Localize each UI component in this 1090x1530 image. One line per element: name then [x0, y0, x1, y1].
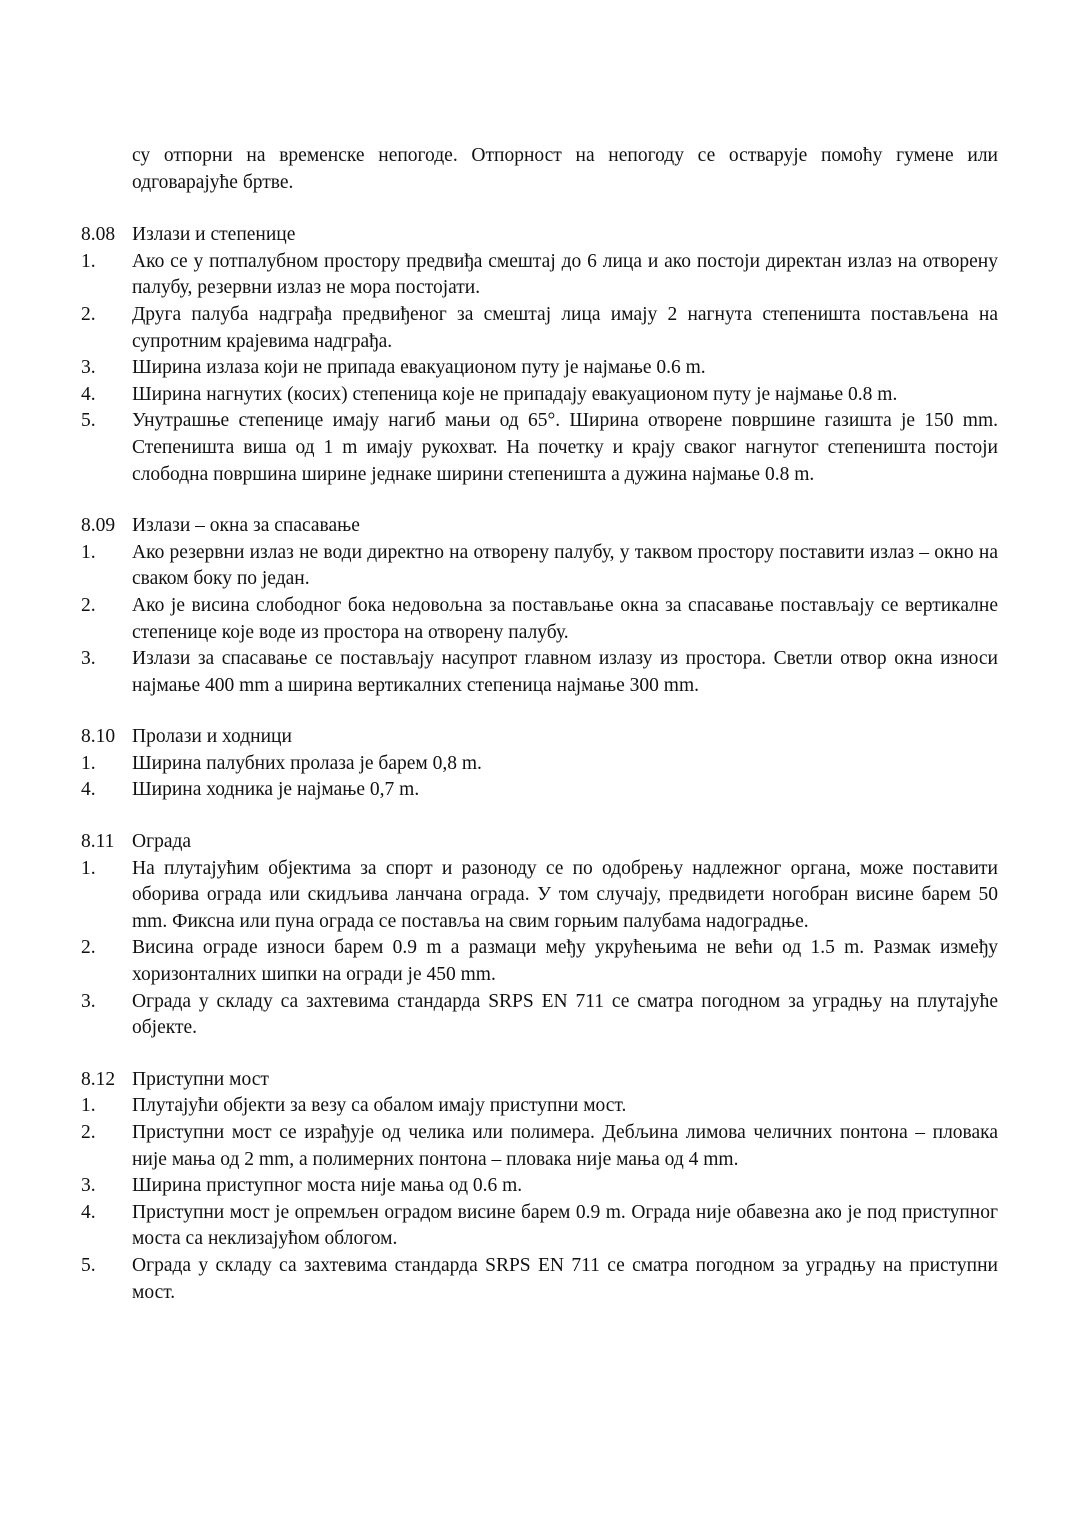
item-number: 5.: [81, 1254, 96, 1276]
section-number: 8.11: [81, 831, 115, 853]
section-title: Ограда: [132, 831, 192, 853]
list-item: [81, 989, 998, 1042]
list-item: [81, 355, 998, 382]
section-number: 8.09: [81, 515, 116, 537]
item-text: Унутрашње степенице имају нагиб мањи од 65°. Ширина отворене површине газишта је 150 mm. Степеништа виша од 1 m имају рукохват. На почетку и крају сваког нагнутог степеништа постоји слободна површина ширине једнаке ширини степеништа а дужина најмање 0.8 m.: [132, 410, 998, 485]
item-text: Ограда у складу са захтевима стандарда SRPS EN 711 се сматра погодном за уградњу на плутајуће објекте.: [132, 990, 998, 1039]
list-item: [81, 302, 998, 355]
list-item: [81, 249, 998, 302]
item-text: Ако резервни излаз не води директно на отворену палубу, у таквом простору поставити излаз – окно на сваком боку по један.: [132, 541, 998, 590]
item-text: Ширина нагнутих (косих) степеница које не припадају евакуационом путу је најмање 0.8 m.: [132, 383, 898, 405]
section-8-12: [81, 1067, 998, 1306]
item-number: 3.: [81, 1175, 96, 1197]
item-number: 5.: [81, 410, 96, 432]
item-text: Ширина ходника је најмање 0,7 m.: [132, 779, 420, 801]
list-item: [81, 1200, 998, 1253]
section-8-10: [81, 724, 998, 804]
section-8-09: [81, 513, 998, 699]
list-item: [81, 856, 998, 936]
section-heading: [81, 829, 998, 856]
item-number: 4.: [81, 779, 96, 801]
item-number: 4.: [81, 1201, 96, 1223]
list-item: [81, 1173, 998, 1200]
section-heading: [81, 724, 998, 751]
list-item: [81, 935, 998, 988]
item-number: 3.: [81, 990, 96, 1012]
item-number: 2.: [81, 937, 96, 959]
list-item: [81, 593, 998, 646]
list-item: [81, 777, 998, 804]
item-number: 2.: [81, 1122, 96, 1143]
item-number: 1.: [81, 752, 96, 774]
item-number: 1.: [81, 541, 96, 563]
item-text: Ширина палубних пролаза је барем 0,8 m.: [132, 752, 482, 774]
list-item: [81, 408, 998, 488]
document-page: [81, 143, 998, 1331]
list-item: [81, 646, 998, 699]
list-item: [81, 540, 998, 593]
section-heading: [81, 513, 998, 540]
section-heading: [81, 1067, 998, 1094]
item-text: Плутајући објекти за везу са обалом имају приступни мост.: [132, 1095, 627, 1117]
section-number: 8.08: [81, 224, 116, 246]
item-text: Ширина излаза који не припада евакуационом путу је најмање 0.6 m.: [132, 357, 706, 379]
section-title: Приступни мост: [132, 1068, 269, 1090]
section-title: Излази и степенице: [132, 224, 296, 246]
section-heading: [81, 222, 998, 249]
section-8-08: [81, 222, 998, 488]
item-number: 2.: [81, 594, 96, 616]
section-number: 8.10: [81, 726, 116, 748]
item-number: 1.: [81, 857, 96, 879]
item-text: Ограда у складу са захтевима стандарда SRPS EN 711 се сматра погодном за уградњу на приступни мост.: [132, 1254, 998, 1303]
section-title: Излази – окна за спасавање: [132, 515, 360, 537]
item-number: 3.: [81, 648, 96, 670]
item-text: Излази за спасавање се постављају насупрот главном излазу из простора. Светли отвор окна износи најмање 400 mm а ширина вертикалних степеница најмање 300 mm.: [132, 648, 998, 696]
item-number: 1.: [81, 1095, 96, 1117]
list-item: [81, 382, 998, 409]
section-8-11: [81, 829, 998, 1042]
item-text: Ако је висина слободног бока недовољна за постављање окна за спасавање постављају се вертикалне степенице које воде из простора на отворену палубу.: [132, 594, 998, 643]
item-text: Приступни мост је опремљен оградом висине барем 0.9 m. Ограда није обавезна ако је под приступног моста са неклизајућом облогом.: [132, 1201, 998, 1250]
section-number: 8.12: [81, 1068, 116, 1090]
list-item: [81, 1093, 998, 1120]
list-item: [81, 751, 998, 778]
item-text: Ако се у потпалубном простору предвиђа смештај до 6 лица и ако постоји директан излаз на отворену палубу, резервни излаз не мора постојати.: [132, 250, 998, 299]
item-number: 1.: [81, 250, 96, 272]
section-title: Пролази и ходници: [132, 726, 292, 748]
list-item: [81, 1120, 998, 1173]
list-item: [81, 1253, 998, 1306]
item-text: Друга палуба надграђа предвиђеног за смештај лица имају 2 нагнута степеништа постављена на супротним крајевима надграђа.: [132, 303, 998, 352]
item-number: 2.: [81, 303, 96, 325]
item-text: Ширина приступног моста није мања од 0.6 m.: [132, 1175, 523, 1197]
item-number: 4.: [81, 383, 96, 405]
item-text: На плутајућим објектима за спорт и разоноду се по одобрењу надлежног органа, може поставити оборива ограда или скидљива ланчана ограда. У том случају, предвидети ногобран висине барем 50 mm. Фиксна или пуна ограда се поставља на свим горњим палубама надоградње.: [132, 857, 998, 932]
item-number: 3.: [81, 357, 96, 379]
intro-paragraph: су отпорни на временске непогоде. Отпорност на непогоду се остварује помоћу гумене или одговарајуће бртве.: [132, 145, 998, 193]
item-text: Приступни мост се израђује од челика или полимера. Дебљина лимова челичних понтона – пловака није мања од 2 mm, а полимерних понтона – пловака није мања од 4 mm.: [132, 1122, 998, 1170]
item-text: Висина ограде износи барем 0.9 m а размаци међу укрућењима не већи од 1.5 m. Размак између хоризонталних шипки на огради је 450 mm.: [132, 937, 998, 986]
